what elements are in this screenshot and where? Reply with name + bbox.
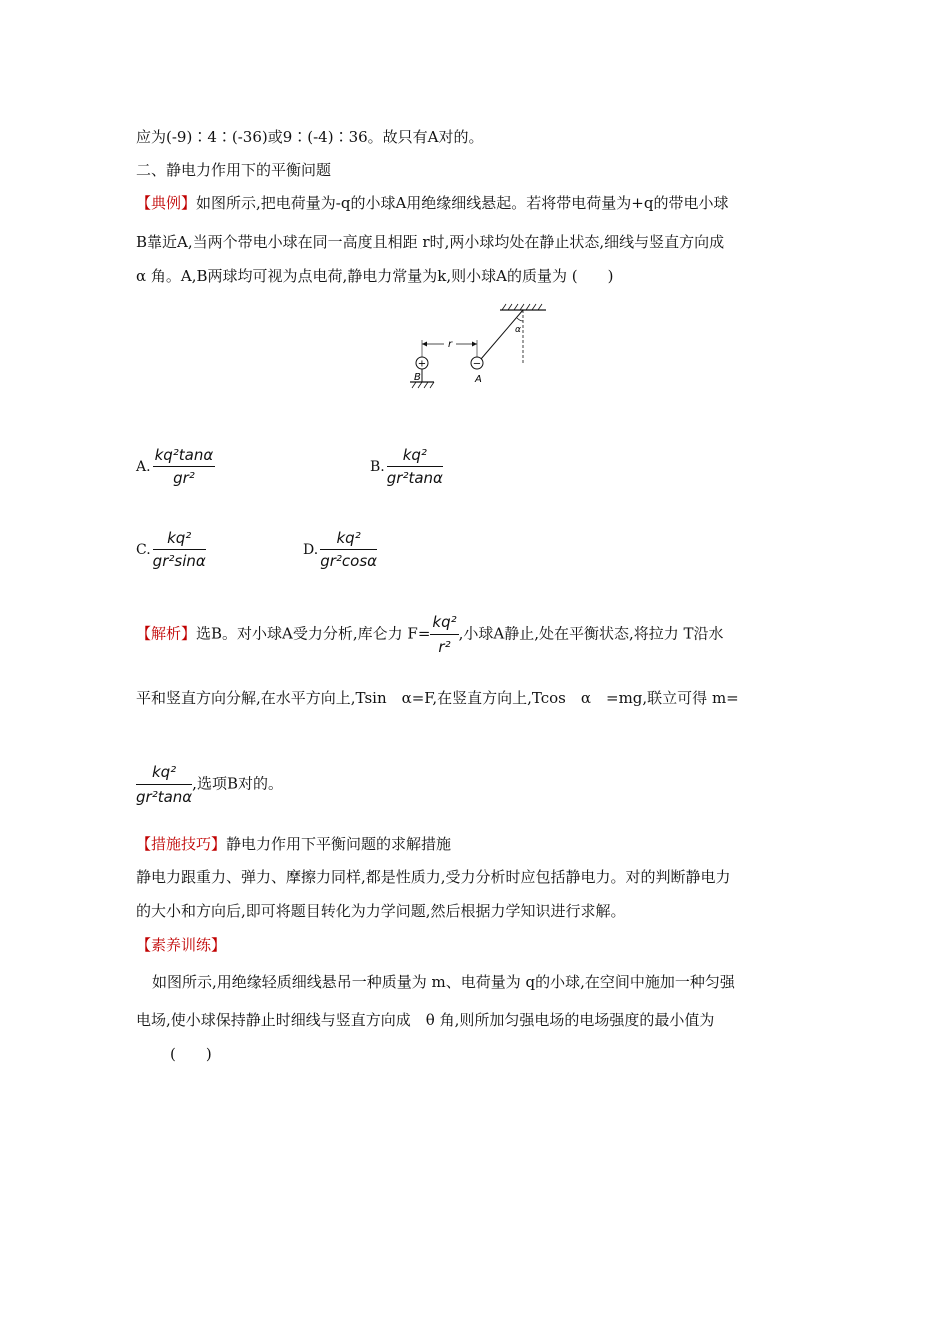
denominator: gr²sinα bbox=[152, 552, 206, 570]
option-label: B. bbox=[370, 458, 385, 475]
example-paragraph bbox=[136, 193, 728, 213]
training-tag-label: 【素养训练】 bbox=[136, 936, 227, 954]
fraction bbox=[136, 762, 192, 807]
option-a bbox=[136, 446, 215, 487]
option-label: C. bbox=[136, 541, 151, 558]
analysis-paragraph bbox=[136, 612, 724, 657]
analysis-result bbox=[136, 762, 283, 807]
denominator: gr² bbox=[173, 469, 195, 487]
training-tag bbox=[136, 935, 226, 955]
answer-blank: ( ) bbox=[170, 1045, 212, 1063]
label-A: A bbox=[475, 374, 482, 385]
label-B: B bbox=[414, 372, 421, 383]
text-line: 的大小和方向后,即可将题目转化为力学问题,然后根据力学知识进行求解。 bbox=[136, 902, 626, 920]
option-label: A. bbox=[136, 458, 151, 475]
text-line: 平和竖直方向分解,在水平方向上,Tsin α=F,在竖直方向上,Tcos α =mg,联立可得 m= bbox=[136, 689, 739, 707]
section-heading: 二、静电力作用下的平衡问题 bbox=[136, 161, 332, 179]
text-line: ,小球A静止,处在平衡状态,将拉力 T沿水 bbox=[458, 624, 724, 643]
technique-tag: 【措施技巧】 bbox=[136, 835, 227, 853]
technique-heading bbox=[136, 834, 451, 854]
text-line: 如图所示,用绝缘轻质细线悬吊一种质量为 m、电荷量为 q的小球,在空间中施加一种匀强 bbox=[152, 973, 735, 991]
option-b bbox=[370, 446, 443, 487]
analysis-tag: 【解析】 bbox=[136, 624, 197, 643]
technique-title: 静电力作用下平衡问题的求解措施 bbox=[226, 835, 452, 853]
numerator: kq² bbox=[430, 612, 458, 635]
text-line: α 角。A,B两球均可视为点电荷,静电力常量为k,则小球A的质量为 ( ) bbox=[136, 267, 614, 285]
denominator: r² bbox=[438, 638, 451, 656]
fraction bbox=[387, 446, 443, 487]
text-line: ,选项B对的。 bbox=[192, 774, 283, 793]
option-label: D. bbox=[303, 541, 319, 558]
numerator: kq² bbox=[320, 529, 377, 550]
fraction bbox=[153, 446, 216, 487]
option-c bbox=[136, 529, 206, 570]
fraction bbox=[430, 612, 458, 657]
text-line: 选B。对小球A受力分析,库仑力 F= bbox=[196, 624, 431, 643]
numerator: kq² bbox=[387, 446, 443, 467]
text-line: 应为(-9)∶4∶(-36)或9∶(-4)∶36。故只有A对的。 bbox=[136, 128, 484, 146]
numerator: kq²tanα bbox=[153, 446, 216, 467]
numerator: kq² bbox=[136, 762, 192, 785]
text-line: B靠近A,当两个带电小球在同一高度且相距 r时,两小球均处在静止状态,细线与竖直方向成 bbox=[136, 233, 725, 251]
text-line: 静电力跟重力、弹力、摩擦力同样,都是性质力,受力分析时应包括静电力。对的判断静电力 bbox=[136, 868, 731, 886]
fraction bbox=[153, 529, 206, 570]
text-line: 如图所示,把电荷量为-q的小球A用绝缘细线悬起。若将带电荷量为+q的带电小球 bbox=[196, 194, 729, 212]
fraction bbox=[320, 529, 377, 570]
example-tag: 【典例】 bbox=[136, 194, 197, 212]
label-alpha: α bbox=[515, 325, 521, 335]
numerator: kq² bbox=[153, 529, 206, 550]
minus-sign: − bbox=[472, 358, 482, 370]
label-r: r bbox=[447, 339, 453, 350]
option-d bbox=[303, 529, 377, 570]
charge-diagram bbox=[400, 302, 560, 392]
denominator: gr²tanα bbox=[136, 788, 193, 806]
denominator: gr²cosα bbox=[320, 552, 378, 570]
text-line: 电场,使小球保持静止时细线与竖直方向成 θ 角,则所加匀强电场的电场强度的最小值为 bbox=[136, 1011, 715, 1029]
plus-sign: + bbox=[417, 358, 427, 370]
denominator: gr²tanα bbox=[386, 469, 443, 487]
